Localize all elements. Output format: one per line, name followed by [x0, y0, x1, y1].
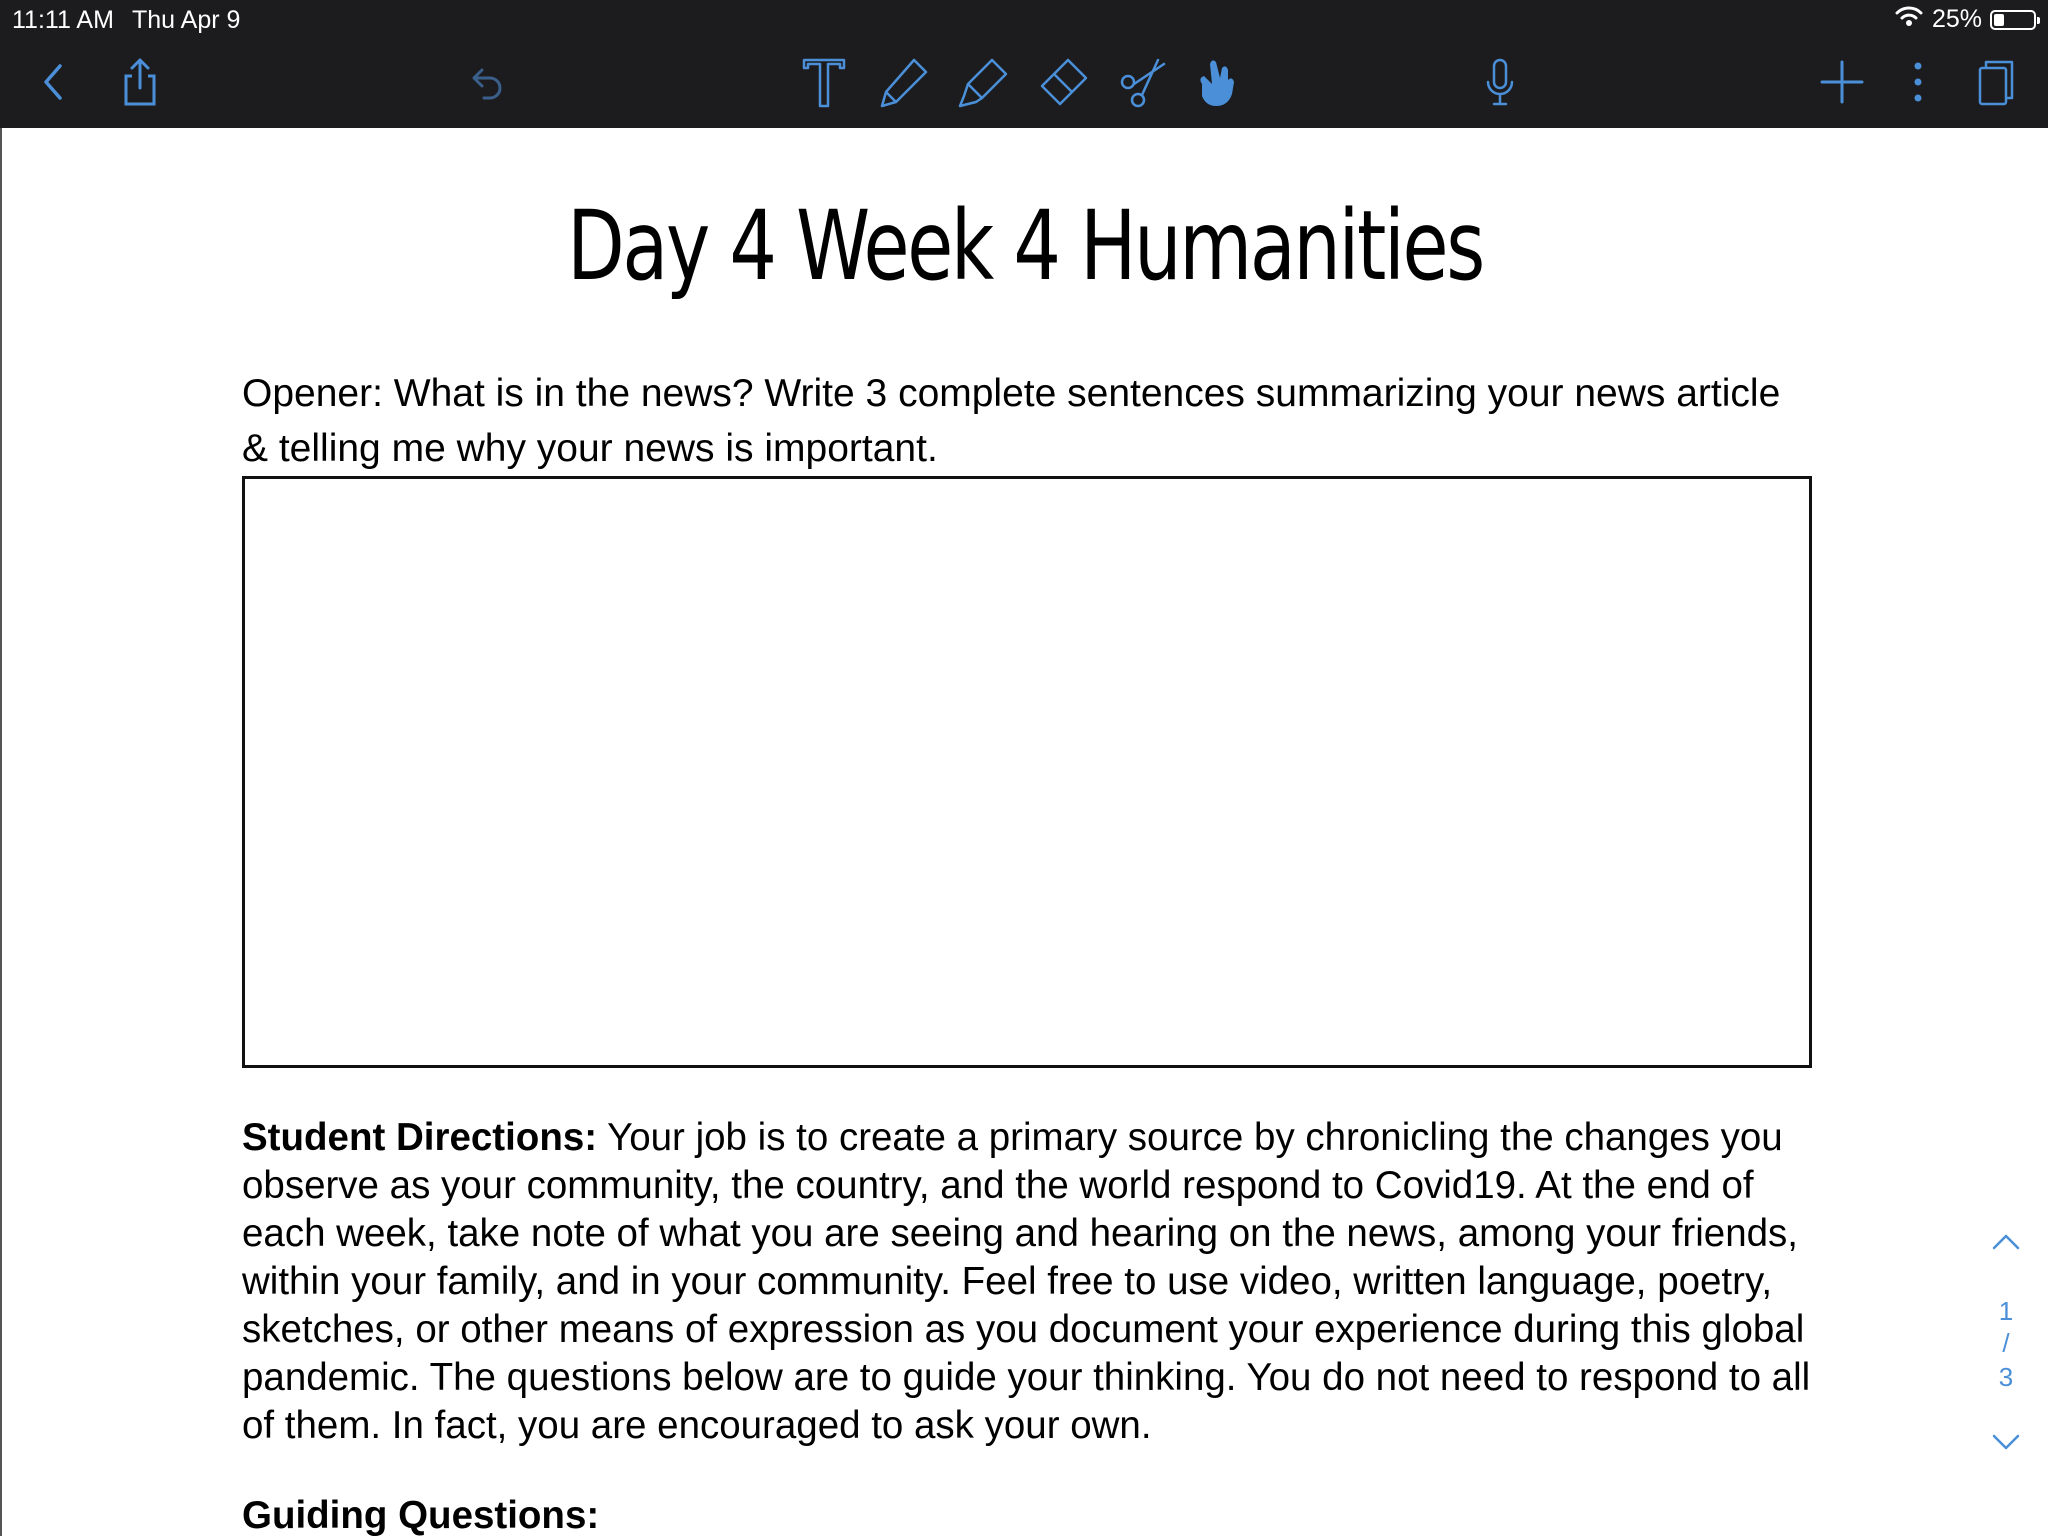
- battery-fill: [1994, 14, 2004, 26]
- status-time: 11:11 AM: [12, 6, 114, 34]
- pen-tool-icon[interactable]: [872, 52, 932, 112]
- annotation-toolbar: [0, 38, 2048, 128]
- back-chevron-icon[interactable]: [24, 52, 84, 112]
- text-tool-icon[interactable]: [794, 52, 854, 112]
- page-up-icon[interactable]: [1986, 1226, 2026, 1263]
- pages-icon[interactable]: [1966, 52, 2026, 112]
- status-date: Thu Apr 9: [132, 6, 241, 34]
- status-bar: [0, 0, 2048, 38]
- page-down-icon[interactable]: [1986, 1428, 2026, 1465]
- student-directions: [242, 1114, 1822, 1450]
- share-icon[interactable]: [110, 52, 170, 112]
- eraser-tool-icon[interactable]: [1032, 52, 1092, 112]
- opener-answer-box[interactable]: [242, 476, 1812, 1068]
- page-total: 3: [1998, 1362, 2014, 1392]
- wifi-icon: [1894, 4, 1924, 35]
- microphone-icon[interactable]: [1470, 52, 1530, 112]
- more-icon[interactable]: [1888, 52, 1948, 112]
- guiding-questions-heading: Guiding Questions:: [242, 1494, 600, 1537]
- directions-label: Student Directions:: [242, 1116, 598, 1159]
- status-right-group: [1894, 4, 2036, 35]
- battery-percent: 25%: [1931, 5, 1982, 33]
- battery-icon: [1990, 10, 2036, 30]
- directions-text: Your job is to create a primary source by chronicling the changes you observe as your community, the country, and the world respond to Covid19. At the end of each week, take note of what you are seeing and hearing on the news, among your friends, within your family, and in your community. Feel free to use video, written language, poetry, sketches, or other means of expression as you document your experience during this global pandemic. The questions below are to guide your thinking. You do not need to respond to all of them. In fact, you are encouraged to ask your own.: [242, 1116, 1811, 1447]
- page-separator: /: [2002, 1328, 2010, 1358]
- undo-icon[interactable]: [454, 52, 514, 112]
- document-page[interactable]: [0, 128, 2048, 1536]
- pointer-hand-icon[interactable]: [1186, 52, 1246, 112]
- page-current: 1: [1998, 1296, 2014, 1326]
- add-icon[interactable]: [1812, 52, 1872, 112]
- opener-prompt: Opener: What is in the news? Write 3 complete sentences summarizing your news article & telling me why your news is important.: [242, 372, 1781, 470]
- document-title: Day 4 Week 4 Humanities: [567, 190, 1483, 302]
- lasso-scissors-icon[interactable]: [1112, 52, 1172, 112]
- highlighter-tool-icon[interactable]: [952, 52, 1012, 112]
